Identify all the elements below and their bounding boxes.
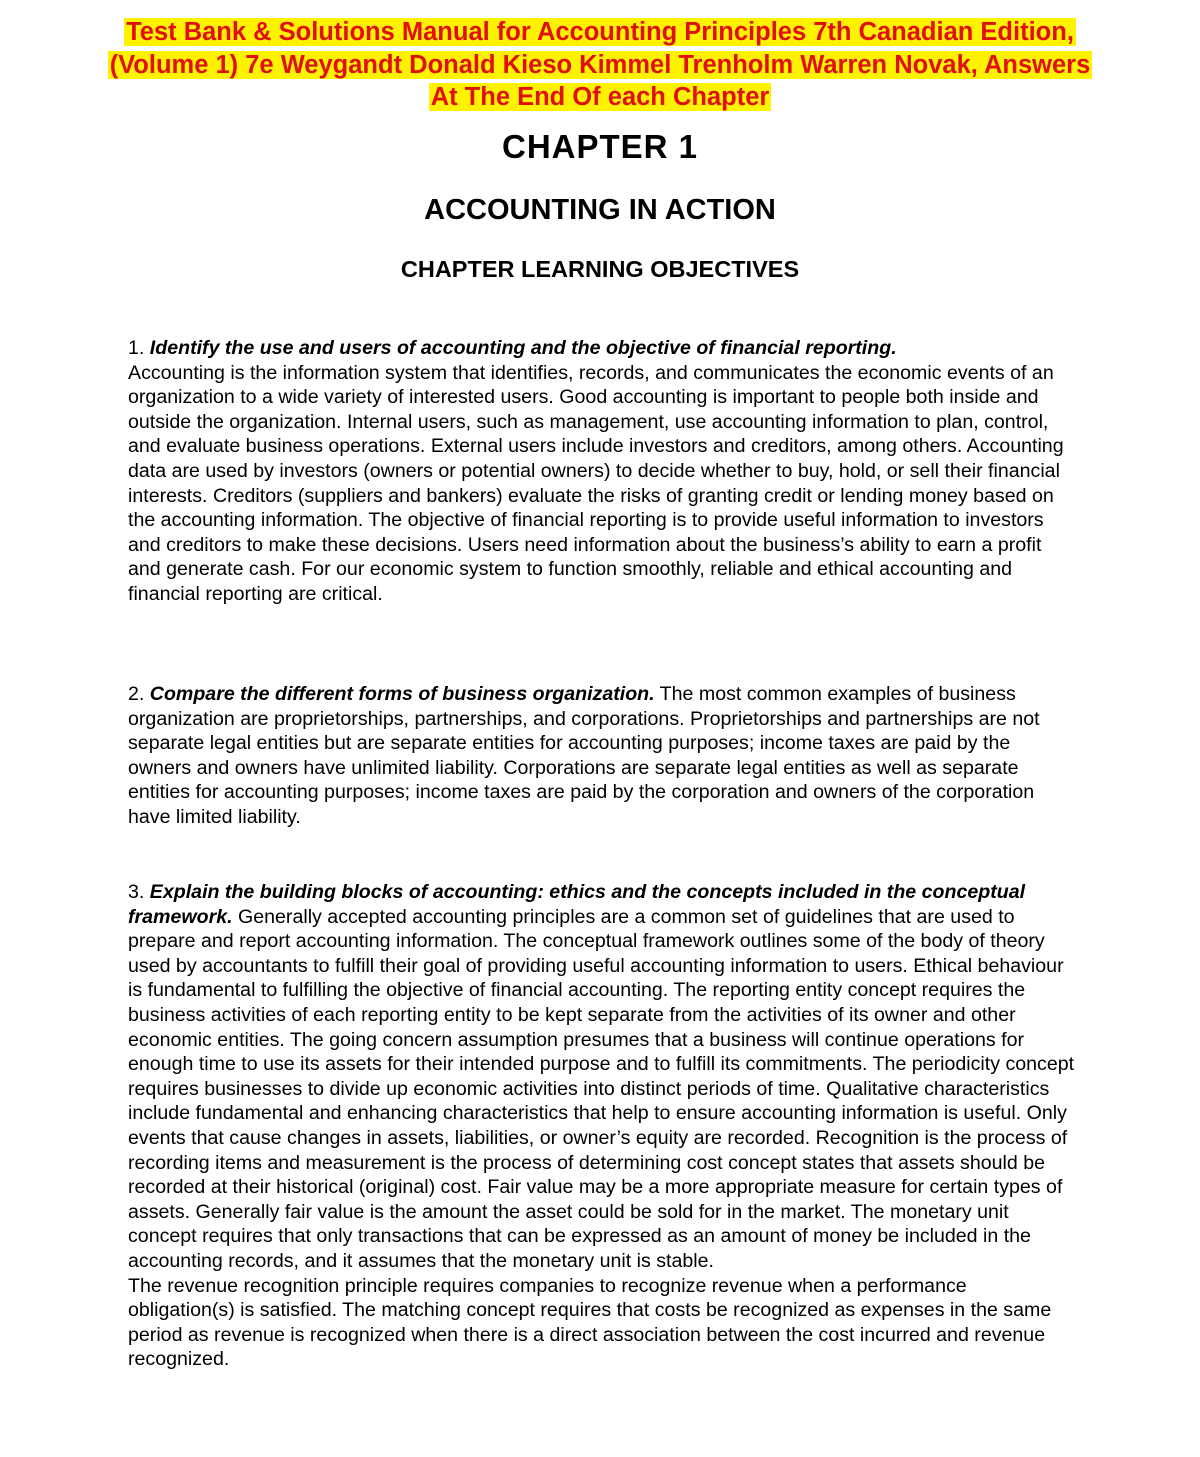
objective-body: The most common examples of business organization are proprietorships, partnerships, and corporations. Proprietorships and partnerships are not separate legal entities but are separate entities for accounting purposes; income taxes are paid by the owners and owners have unlimited liability. Corporations are separate legal entities as well as separate entities for accounting purposes; income taxes are paid by the corporation and owners of the corporation have limited liability.: [128, 683, 1040, 828]
learning-objective-2: [128, 682, 1078, 830]
chapter-number-heading: CHAPTER 1: [501, 128, 699, 165]
learning-objective-3: [128, 880, 1078, 1372]
banner-line-2: (Volume 1) 7e Weygandt Donald Kieso Kimmel Trenholm Warren Novak, Answers: [109, 50, 1091, 79]
objective-number: 2.: [128, 683, 150, 705]
objective-lead: Compare the different forms of business organization.: [149, 683, 655, 705]
banner-line-1: Test Bank & Solutions Manual for Accounting Principles 7th Canadian Edition,: [126, 18, 1074, 46]
objectives-heading: CHAPTER LEARNING OBJECTIVES: [400, 256, 800, 282]
objective-number: 3.: [128, 881, 150, 903]
objective-body: Accounting is the information system that identifies, records, and communicates the economic events of an organization to a wide variety of interested users. Good accounting is important to people both inside and outside the organization. Internal users, such as management, use accounting information to plan, control, and evaluate business operations. External users include investors and creditors, among others. Accounting data are used by investors (owners or potential owners) to decide whether to buy, hold, or sell their financial interests. Creditors (suppliers and bankers) evaluate the risks of granting credit or lending money based on the accounting information. The objective of financial reporting is to provide useful information to investors and creditors to make these decisions. Users need information about the business’s ability to earn a profit and generate cash. For our economic system to function smoothly, reliable and ethical accounting and financial reporting are critical.: [128, 361, 1064, 605]
chapter-title: ACCOUNTING IN ACTION: [424, 194, 776, 226]
objective-lead: Explain the building blocks of accounting: ethics and the concepts included in the conceptual framework.: [128, 881, 1026, 928]
banner-line-3: At The End Of each Chapter: [430, 83, 770, 111]
objective-number: 1.: [128, 337, 150, 359]
objective-body: Generally accepted accounting principles are a common set of guidelines that are used to prepare and report accounting information. The conceptual framework outlines some of the body of theory used by accountants to fulfill their goal of providing useful accounting information to users. Ethical behaviour is fundamental to fulfilling the objective of financial accounting. The reporting entity concept requires the business activities of each reporting entity to be kept separate from the activities of its owner and other economic entities. The going concern assumption presumes that a business will continue operations for enough time to use its assets for their intended purpose and to fulfill its commitments. The periodicity concept requires businesses to divide up economic activities into distinct periods of time. Qualitative characteristics include fundamental and enhancing characteristics that help to ensure accounting information is useful. Only events that cause changes in assets, liabilities, or owner’s equity are recorded. Recognition is the process of recording items and measurement is the process of determining cost concept states that assets should be recorded at their historical (original) cost. Fair value may be a more appropriate measure for certain types of assets. Generally fair value is the amount the asset could be sold for in the market. The monetary unit concept requires that only transactions that can be expressed as an amount of money be included in the accounting records, and it assumes that the monetary unit is stable.: [128, 905, 1075, 1272]
objective-body-continued: The revenue recognition principle requires companies to recognize revenue when a performance obligation(s) is satisfied. The matching concept requires that costs be recognized as expenses in the same period as revenue is recognized when there is a direct association between the cost incurred and revenue recognized.: [128, 1274, 1052, 1371]
title-banner: [0, 16, 1200, 114]
learning-objective-1: [128, 336, 1078, 607]
objective-lead: Identify the use and users of accounting and the objective of financial reporting.: [149, 337, 897, 359]
